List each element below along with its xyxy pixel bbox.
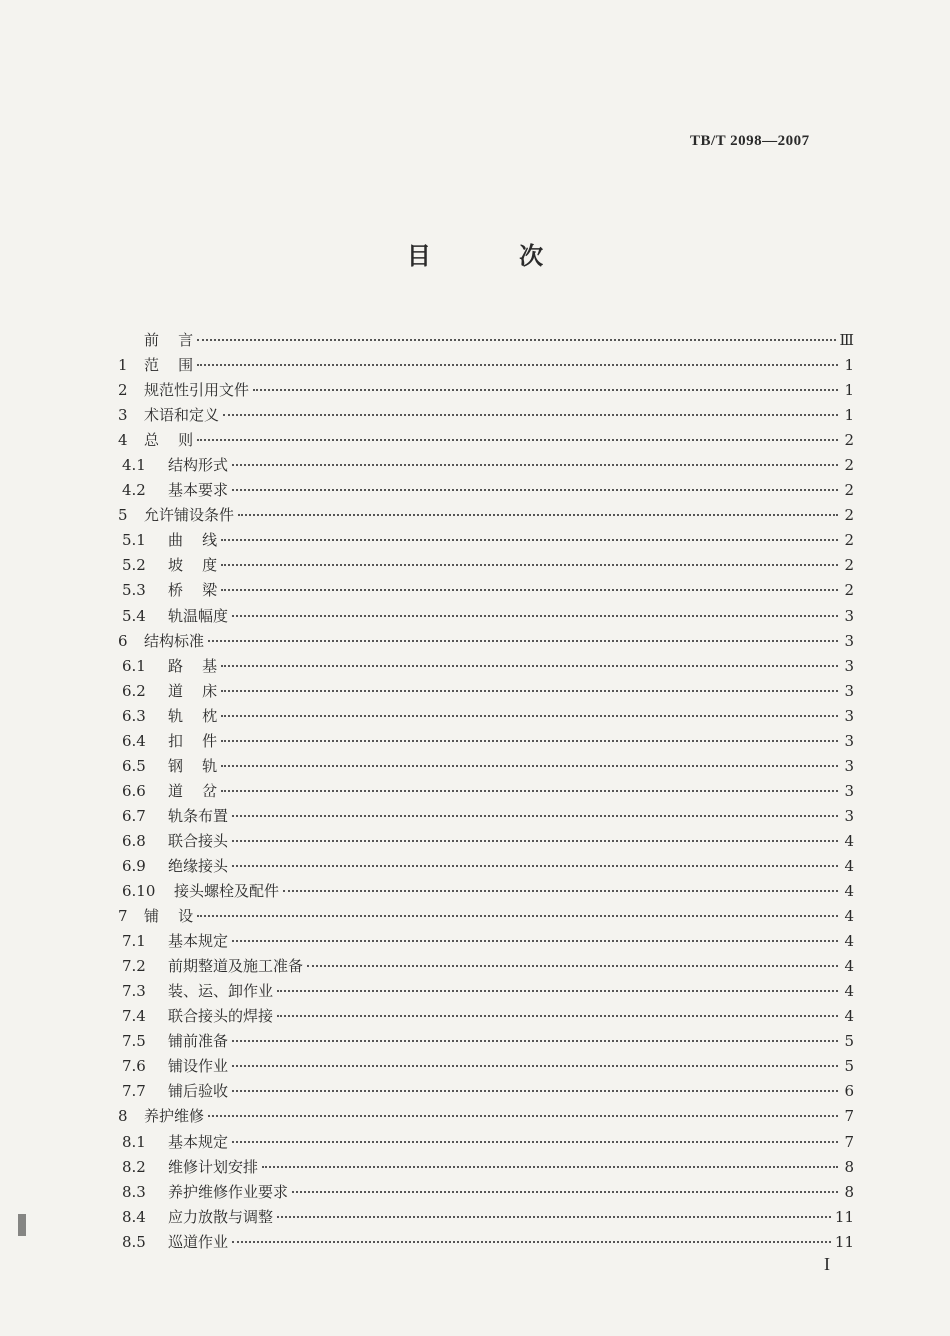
toc-entry-number: 8 xyxy=(118,1107,128,1126)
toc-entry xyxy=(118,854,854,879)
toc-entry-page: 3 xyxy=(844,606,854,625)
toc-leader-dots xyxy=(232,1141,838,1143)
toc-entry-number: 7.2 xyxy=(122,957,146,976)
toc-entry-number: 8.3 xyxy=(122,1182,146,1201)
toc-entry-page: 7 xyxy=(844,1107,854,1126)
toc-entry-title: 接头螺栓及配件 xyxy=(174,882,280,901)
toc-entry-number: 5.2 xyxy=(122,556,146,575)
toc-entry-number: 6.7 xyxy=(122,806,146,825)
toc-leader-dots xyxy=(232,464,838,466)
toc-entry xyxy=(118,779,854,804)
toc-entry-page: 4 xyxy=(844,1007,854,1026)
toc-entry xyxy=(118,553,854,578)
toc-entry xyxy=(118,679,854,704)
toc-entry xyxy=(118,503,854,528)
page-number: I xyxy=(824,1254,830,1274)
toc-entry-number: 4.2 xyxy=(122,481,146,500)
toc-entry-page: 2 xyxy=(844,431,854,450)
toc-entry-title: 结构形式 xyxy=(168,456,229,475)
toc-entry-page: 2 xyxy=(844,581,854,600)
toc-entry-page: 5 xyxy=(844,1032,854,1051)
toc-entry xyxy=(118,1230,854,1255)
toc-entry-number: 8.5 xyxy=(122,1232,146,1251)
toc-leader-dots xyxy=(232,865,838,867)
toc-leader-dots xyxy=(277,990,838,992)
toc-entry-page: 3 xyxy=(844,781,854,800)
toc-entry-title: 铺 设 xyxy=(144,907,194,926)
toc-entry-page: 7 xyxy=(844,1132,854,1151)
toc-leader-dots xyxy=(221,765,838,767)
toc-entry-page: 6 xyxy=(844,1082,854,1101)
toc-entry-title: 道 床 xyxy=(168,681,218,700)
toc-entry xyxy=(118,1180,854,1205)
toc-entry xyxy=(118,879,854,904)
toc-entry-page: Ⅲ xyxy=(839,331,854,349)
toc-leader-dots xyxy=(221,740,838,742)
toc-entry-title: 前 言 xyxy=(144,331,194,349)
toc-entry-title: 规范性引用文件 xyxy=(144,381,250,400)
toc-entry-number: 7.1 xyxy=(122,932,146,951)
toc-entry xyxy=(118,1205,854,1230)
toc-entry-title: 总 则 xyxy=(144,431,194,450)
toc-entry-title: 结构标准 xyxy=(144,631,205,650)
toc-entry xyxy=(118,1054,854,1079)
toc-entry-title: 坡 度 xyxy=(168,556,218,575)
toc-leader-dots xyxy=(208,640,838,642)
toc-entry-number: 8.4 xyxy=(122,1207,146,1226)
toc-leader-dots xyxy=(221,564,838,566)
toc-entry-page: 4 xyxy=(844,957,854,976)
toc-entry-title: 联合接头 xyxy=(168,831,229,850)
toc-entry-page: 11 xyxy=(834,1232,854,1251)
toc-leader-dots xyxy=(232,940,838,942)
toc-entry-title: 前期整道及施工准备 xyxy=(168,957,304,976)
toc-entry xyxy=(118,729,854,754)
toc-entry-number: 8.1 xyxy=(122,1132,146,1151)
toc-entry-page: 8 xyxy=(844,1182,854,1201)
toc-entry-title: 铺后验收 xyxy=(168,1082,229,1101)
toc-entry-number: 7.4 xyxy=(122,1007,146,1026)
toc-entry-title: 装、运、卸作业 xyxy=(168,982,274,1001)
toc-entry-page: 4 xyxy=(844,907,854,926)
toc-entry-title: 巡道作业 xyxy=(168,1232,229,1251)
toc-entry xyxy=(118,804,854,829)
toc-leader-dots xyxy=(232,489,838,491)
toc-entry-page: 2 xyxy=(844,531,854,550)
toc-entry-title: 扣 件 xyxy=(168,731,218,750)
toc-entry-title: 养护维修作业要求 xyxy=(168,1182,289,1201)
toc-entry-number: 7.6 xyxy=(122,1057,146,1076)
toc-entry-number: 6.9 xyxy=(122,856,146,875)
toc-entry xyxy=(118,378,854,403)
toc-entry-page: 1 xyxy=(844,406,854,425)
toc-leader-dots xyxy=(221,715,838,717)
toc-entry xyxy=(118,403,854,428)
toc-entry xyxy=(118,829,854,854)
toc-entry-number: 7.3 xyxy=(122,982,146,1001)
toc-entry-title: 曲 线 xyxy=(168,531,218,550)
toc-entry-number: 7.7 xyxy=(122,1082,146,1101)
toc-entry-page: 3 xyxy=(844,681,854,700)
toc-entry xyxy=(118,754,854,779)
toc-entry-title: 道 岔 xyxy=(168,781,218,800)
toc-entry xyxy=(118,954,854,979)
toc-entry-number: 6.3 xyxy=(122,706,146,725)
toc-entry-title: 允许铺设条件 xyxy=(144,506,235,525)
toc-entry-number: 6.8 xyxy=(122,831,146,850)
toc-entry xyxy=(118,604,854,629)
toc-entry-title: 钢 轨 xyxy=(168,756,218,775)
toc-entry xyxy=(118,453,854,478)
toc-entry-page: 2 xyxy=(844,506,854,525)
toc-entry xyxy=(118,1155,854,1180)
toc-entry-title: 基本规定 xyxy=(168,1132,229,1151)
toc-entry-number: 1 xyxy=(118,356,128,375)
margin-mark xyxy=(18,1214,26,1236)
toc-leader-dots xyxy=(197,339,835,341)
toc-entry xyxy=(118,929,854,954)
toc-leader-dots xyxy=(238,514,838,516)
toc-entry-page: 5 xyxy=(844,1057,854,1076)
toc-leader-dots xyxy=(223,414,838,416)
toc-entry-page: 2 xyxy=(844,481,854,500)
toc-entry xyxy=(118,1004,854,1029)
toc-leader-dots xyxy=(221,790,838,792)
toc-entry-title: 范 围 xyxy=(144,356,194,375)
toc-entry-page: 3 xyxy=(844,631,854,650)
toc-entry-title: 桥 梁 xyxy=(168,581,218,600)
toc-entry xyxy=(118,428,854,453)
toc-leader-dots xyxy=(221,539,838,541)
toc-entry xyxy=(118,1029,854,1054)
toc-entry-number: 6.5 xyxy=(122,756,146,775)
toc-entry-number: 6 xyxy=(118,631,128,650)
toc-leader-dots xyxy=(232,1040,838,1042)
toc-leader-dots xyxy=(221,690,838,692)
toc-entry-title: 路 基 xyxy=(168,656,218,675)
toc-entry xyxy=(118,654,854,679)
toc-entry-page: 3 xyxy=(844,806,854,825)
toc-entry-title: 基本规定 xyxy=(168,932,229,951)
toc-entry xyxy=(118,478,854,503)
toc-entry-title: 铺前准备 xyxy=(168,1032,229,1051)
toc-leader-dots xyxy=(232,1241,831,1243)
toc-entry-number: 6.2 xyxy=(122,681,146,700)
toc-entry-title: 维修计划安排 xyxy=(168,1157,259,1176)
toc-entry-number: 5.1 xyxy=(122,531,146,550)
toc-entry-page: 4 xyxy=(844,882,854,901)
toc-entry-title: 铺设作业 xyxy=(168,1057,229,1076)
toc-leader-dots xyxy=(232,1090,838,1092)
toc-entry-number: 4.1 xyxy=(122,456,146,475)
toc-entry-number: 7.5 xyxy=(122,1032,146,1051)
toc-entry-number: 6.10 xyxy=(122,882,156,901)
toc-entry-title: 术语和定义 xyxy=(144,406,220,425)
toc-entry-number: 4 xyxy=(118,431,128,450)
toc-entry xyxy=(118,1079,854,1104)
toc-leader-dots xyxy=(307,965,838,967)
toc-entry-page: 4 xyxy=(844,932,854,951)
toc-entry-page: 4 xyxy=(844,856,854,875)
toc-entry-title: 轨温幅度 xyxy=(168,606,229,625)
toc-entry-title: 基本要求 xyxy=(168,481,229,500)
toc-entry xyxy=(118,629,854,654)
toc-entry-page: 3 xyxy=(844,656,854,675)
toc-entry-number: 5.3 xyxy=(122,581,146,600)
toc-entry xyxy=(118,528,854,553)
toc-entry-number: 7 xyxy=(118,907,128,926)
toc-entry-page: 2 xyxy=(844,556,854,575)
toc-entry-page: 3 xyxy=(844,756,854,775)
toc-leader-dots xyxy=(283,890,838,892)
toc-title: 目 次 xyxy=(406,241,584,270)
toc-entry xyxy=(118,1104,854,1129)
toc-leader-dots xyxy=(277,1216,831,1218)
toc-entry xyxy=(118,904,854,929)
toc-leader-dots xyxy=(232,615,838,617)
toc-entry xyxy=(118,328,854,353)
toc-leader-dots xyxy=(277,1015,838,1017)
toc-leader-dots xyxy=(262,1166,838,1168)
toc-leader-dots xyxy=(232,815,838,817)
toc-entry-page: 4 xyxy=(844,982,854,1001)
toc-leader-dots xyxy=(221,665,838,667)
toc-entry-title: 应力放散与调整 xyxy=(168,1207,274,1226)
toc-entry-number: 3 xyxy=(118,406,128,425)
toc-entry-number: 6.4 xyxy=(122,731,146,750)
toc-leader-dots xyxy=(197,439,838,441)
toc-entry-number: 5 xyxy=(118,506,128,525)
toc-leader-dots xyxy=(232,840,838,842)
toc-leader-dots xyxy=(208,1115,838,1117)
toc-leader-dots xyxy=(253,389,838,391)
toc-entry-number: 5.4 xyxy=(122,606,146,625)
toc-entry-title: 轨 枕 xyxy=(168,706,218,725)
toc-entry-page: 4 xyxy=(844,831,854,850)
toc-leader-dots xyxy=(292,1191,838,1193)
toc-entry xyxy=(118,578,854,603)
toc-entry-number: 8.2 xyxy=(122,1157,146,1176)
toc-entry-number: 6.6 xyxy=(122,781,146,800)
toc-entry-title: 绝缘接头 xyxy=(168,856,229,875)
toc-leader-dots xyxy=(197,915,838,917)
toc-leader-dots xyxy=(232,1065,838,1067)
toc-entry-page: 1 xyxy=(844,381,854,400)
toc-entry xyxy=(118,704,854,729)
toc-entry xyxy=(118,979,854,1004)
toc-entry-page: 3 xyxy=(844,731,854,750)
toc-leader-dots xyxy=(197,364,838,366)
toc-entry-page: 3 xyxy=(844,706,854,725)
standard-code: TB/T 2098—2007 xyxy=(690,133,810,149)
toc-entry xyxy=(118,353,854,378)
toc-entry-page: 8 xyxy=(844,1157,854,1176)
table-of-contents xyxy=(118,328,854,1255)
toc-entry-page: 11 xyxy=(834,1207,854,1226)
toc-entry-title: 轨条布置 xyxy=(168,806,229,825)
toc-entry-page: 1 xyxy=(844,356,854,375)
toc-entry-number: 2 xyxy=(118,381,128,400)
toc-entry-title: 养护维修 xyxy=(144,1107,205,1126)
toc-entry-title: 联合接头的焊接 xyxy=(168,1007,274,1026)
toc-entry-number: 6.1 xyxy=(122,656,146,675)
toc-leader-dots xyxy=(221,589,838,591)
toc-entry-page: 2 xyxy=(844,456,854,475)
toc-entry xyxy=(118,1130,854,1155)
